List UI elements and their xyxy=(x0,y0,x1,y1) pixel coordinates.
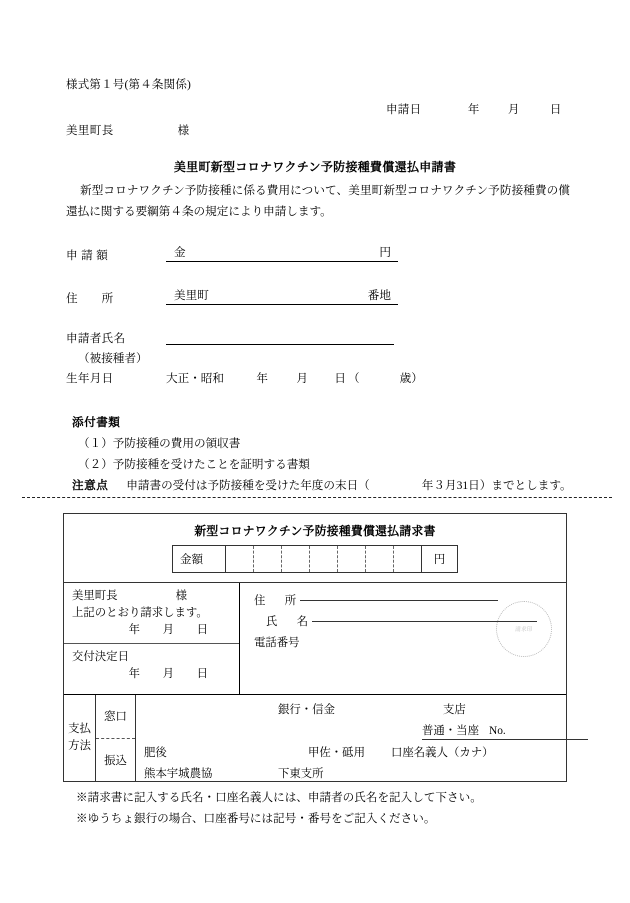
amount-digit-cell[interactable] xyxy=(253,546,281,572)
addressee-honorific: 様 xyxy=(177,125,190,137)
attachment-item-2: （２）予防接種を受けたことを証明する書類 xyxy=(78,458,310,471)
attachments-title: 添付書類 xyxy=(72,416,121,429)
caution-label: 注意点 xyxy=(72,479,109,492)
caution-note xyxy=(72,477,572,493)
field-birthdate-day: 日 xyxy=(334,372,346,385)
amount-digit-cell[interactable] xyxy=(365,546,393,572)
field-applicant-name xyxy=(66,328,394,346)
amount-digit-cell[interactable] xyxy=(225,546,253,572)
claim-form xyxy=(63,513,567,782)
claim-amount-label: 金額 xyxy=(180,554,203,566)
claim-decision-day: 日 xyxy=(196,668,208,681)
claim-address-label: 住 所 xyxy=(254,595,301,607)
claim-addressee-name: 美里町長 xyxy=(72,590,118,602)
field-amount-suffix: 円 xyxy=(379,246,391,259)
claim-addressee-row xyxy=(72,588,231,605)
account-type-label: 普通・当座 xyxy=(422,725,479,737)
seal-stamp-text: 請求印 xyxy=(515,627,533,633)
account-type-row[interactable] xyxy=(422,722,588,740)
claim-phone-label: 電話番号 xyxy=(254,637,300,649)
payment-method-label xyxy=(64,695,96,781)
claim-payment-block xyxy=(64,694,566,781)
claim-title: 新型コロナワクチン予防接種費償還払請求書 xyxy=(194,524,436,538)
claim-addressee-honorific: 様 xyxy=(175,590,187,602)
field-amount-prefix: 金 xyxy=(174,246,186,259)
account-number-label: No. xyxy=(488,725,506,737)
application-date-month: 月 xyxy=(507,104,520,116)
field-applicant-name-label: 申請者氏名 xyxy=(66,332,126,345)
field-address-label: 住 所 xyxy=(66,292,114,305)
amount-digit-cell[interactable] xyxy=(281,546,309,572)
claim-amount-grid-wrap xyxy=(64,539,566,582)
field-address-input[interactable] xyxy=(166,288,398,305)
account-holder-label: 口座名義人（カナ） xyxy=(391,747,494,759)
claim-decision-date[interactable] xyxy=(72,666,231,683)
field-address-suffix: 番地 xyxy=(367,289,391,302)
cut-separator-line xyxy=(22,497,612,498)
field-amount-input[interactable] xyxy=(166,245,398,262)
footer-note-2: ※ゆうちょ銀行の場合、口座番号には記号・番号をご記入ください。 xyxy=(76,812,436,825)
claim-decision-label: 交付決定日 xyxy=(72,651,129,663)
field-address xyxy=(66,288,398,306)
field-birthdate xyxy=(66,370,423,386)
field-amount-label: 申 請 額 xyxy=(66,249,109,262)
amount-digit-cell[interactable] xyxy=(309,546,337,572)
addressee-name: 美里町長 xyxy=(66,125,114,137)
claim-middle-block xyxy=(64,582,566,694)
caution-text-before: 申請書の受付は予防接種を受けた年度の末日（ xyxy=(126,479,370,492)
bank-label: 銀行・信金 xyxy=(278,704,335,716)
field-birthdate-label: 生年月日 xyxy=(66,372,114,385)
field-amount xyxy=(66,245,398,263)
branch-label: 支店 xyxy=(443,704,466,716)
field-age-open: （ xyxy=(347,372,360,385)
branch-name-option-1[interactable]: 甲佐・砥用 xyxy=(308,747,365,759)
payment-details xyxy=(136,695,566,781)
field-applicant-name-input[interactable] xyxy=(166,328,394,345)
claim-amount-yen: 円 xyxy=(421,546,457,572)
field-applicant-sub-label: （被接種者） xyxy=(78,352,148,365)
claim-name-label: 氏 名 xyxy=(266,616,313,628)
claim-right-column xyxy=(240,583,566,694)
field-birthdate-month: 月 xyxy=(296,372,308,385)
application-date-year: 年 xyxy=(467,104,480,116)
payment-method-label-line2: 方法 xyxy=(68,740,91,752)
claim-address-input[interactable] xyxy=(300,600,498,601)
payment-mode-transfer[interactable]: 振込 xyxy=(104,754,127,767)
bank-name-option-1[interactable]: 肥後 xyxy=(144,747,167,759)
amount-digit-cell[interactable] xyxy=(393,546,421,572)
footer-note-1: ※請求書に記入する氏名・口座名義人には、申請者の氏名を記入して下さい。 xyxy=(76,791,482,804)
caution-text-after: 年３月31日）までとします。 xyxy=(421,479,572,492)
claim-left-column xyxy=(64,583,240,694)
claim-request-day: 日 xyxy=(196,624,208,637)
claim-request-month: 月 xyxy=(162,624,174,637)
attachment-item-1: （１）予防接種の費用の領収書 xyxy=(78,437,241,450)
field-address-prefix: 美里町 xyxy=(174,289,209,302)
field-birthdate-year: 年 xyxy=(256,372,268,385)
seal-stamp-icon[interactable] xyxy=(496,601,552,657)
claim-decision-block xyxy=(64,644,239,694)
body-paragraph: 新型コロナワクチン予防接種に係る費用について、美里町新型コロナワクチン予防接種費の償還払に関する要綱第４条の規定により申請します。 xyxy=(66,184,570,219)
application-date-day: 日 xyxy=(549,104,562,116)
branch-name-option-2[interactable]: 下東支所 xyxy=(278,768,324,780)
payment-method-label-line1: 支払 xyxy=(68,723,91,736)
claim-decision-month: 月 xyxy=(162,668,174,681)
addressee-row xyxy=(66,122,189,138)
bank-name-option-2[interactable]: 熊本宇城農協 xyxy=(144,768,213,780)
claim-request-date[interactable] xyxy=(72,622,231,639)
amount-digit-cell[interactable] xyxy=(337,546,365,572)
claim-statement: 上記のとおり請求します。 xyxy=(72,607,208,620)
claim-amount-grid xyxy=(172,545,458,573)
payment-mode-column xyxy=(96,695,136,781)
claim-decision-year: 年 xyxy=(128,668,140,681)
field-birthdate-era[interactable]: 大正・昭和 xyxy=(166,372,224,385)
document-title: 美里町新型コロナワクチン予防接種費償還払申請書 xyxy=(173,160,457,174)
form-number: 様式第１号(第４条関係) xyxy=(66,79,192,91)
claim-request-year: 年 xyxy=(128,624,140,637)
payment-mode-counter[interactable]: 窓口 xyxy=(96,695,135,739)
field-age-unit: 歳） xyxy=(399,372,423,385)
claim-request-block xyxy=(64,583,239,644)
application-date-row xyxy=(386,101,561,117)
application-date-label: 申請日 xyxy=(386,104,422,116)
